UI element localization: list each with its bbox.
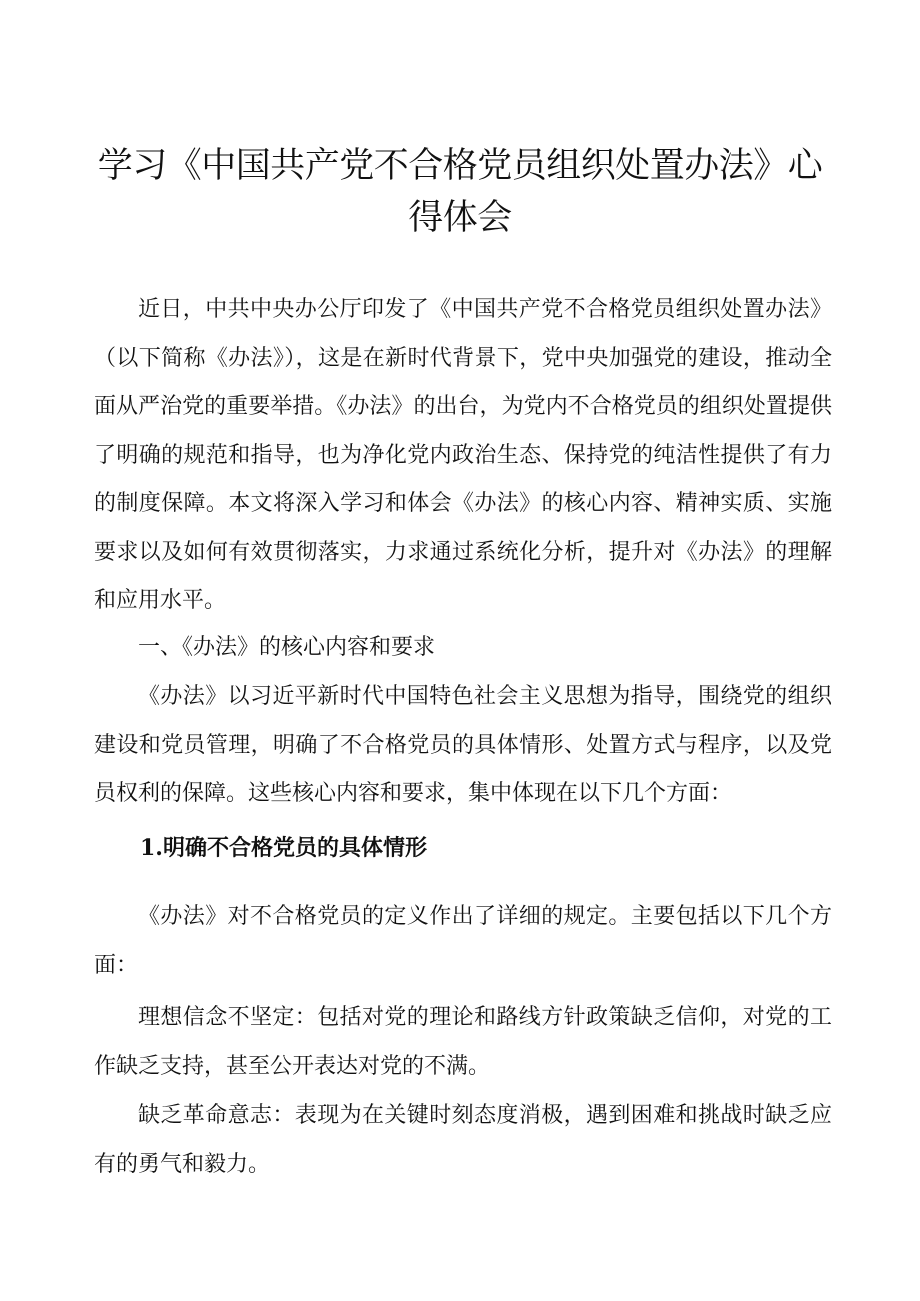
list-item-paragraph: 理想信念不坚定：包括对党的理论和路线方针政策缺乏信仰，对党的工作缺乏支持，甚至公开表达对党的不满。 bbox=[94, 1005, 832, 1079]
subsection-body-paragraph: 《办法》对不合格党员的定义作出了详细的规定。主要包括以下几个方面： bbox=[94, 904, 832, 978]
document-title: 学习《中国共产党不合格党员组织处置办法》心得体会 bbox=[97, 146, 823, 238]
intro-paragraph: 近日，中共中央办公厅印发了《中国共产党不合格党员组织处置办法》（以下简称《办法》），这是在新时代背景下，党中央加强党的建设，推动全面从严治党的重要举措。《办法》的出台，为党内不合格党员的组织处置提供了明确的规范和指导，也为净化党内政治生态、保持党的纯洁性提供了有力的制度保障。本文将深入学习和体会《办法》的核心内容、精神实质、实施要求以及如何有效贯彻落实，力求通过系统化分析，提升对《办法》的理解和应用水平。 bbox=[94, 297, 832, 613]
section-body-paragraph: 《办法》以习近平新时代中国特色社会主义思想为指导，围绕党的组织建设和党员管理，明确了不合格党员的具体情形、处置方式与程序，以及党员权利的保障。这些核心内容和要求，集中体现在以下几个方面： bbox=[94, 684, 832, 806]
section-heading: 一、《办法》的核心内容和要求 bbox=[138, 635, 436, 660]
list-item-paragraph: 缺乏革命意志：表现为在关键时刻态度消极，遇到困难和挑战时缺乏应有的勇气和毅力。 bbox=[94, 1103, 832, 1177]
subsection-heading: 1.明确不合格党员的具体情形 bbox=[140, 835, 427, 861]
